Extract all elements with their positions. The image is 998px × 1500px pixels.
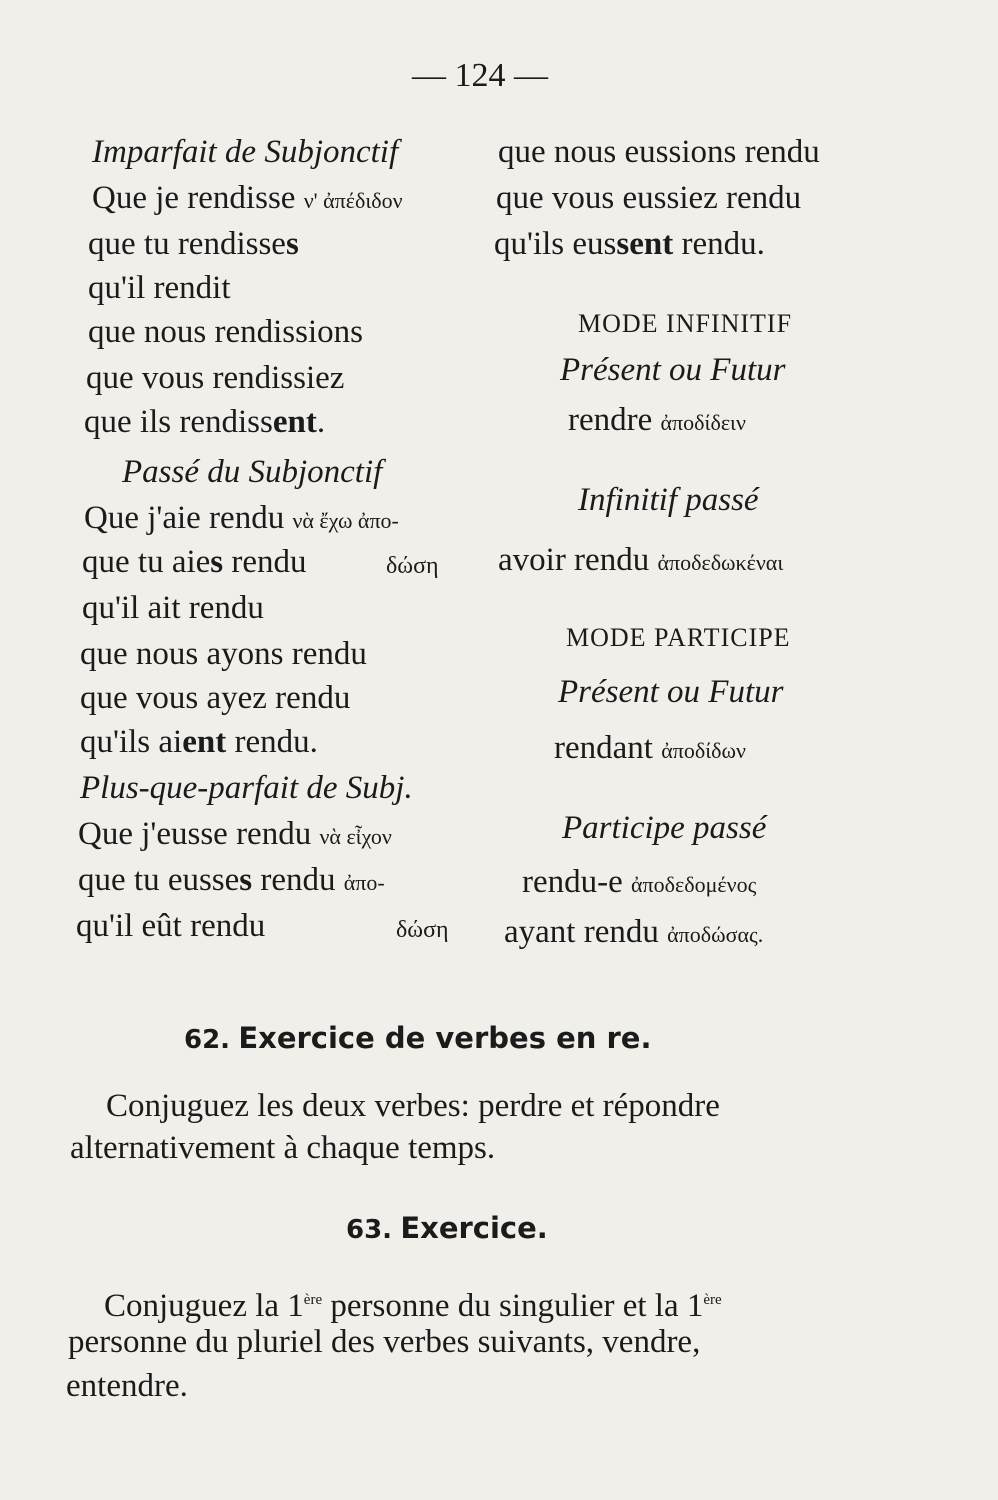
conjugation-line: que tu aies rendu xyxy=(82,544,307,580)
conjugation-line: que tu rendisses xyxy=(88,226,299,262)
present-futur-heading: Présent ou Futur xyxy=(560,352,786,388)
participe-passe-heading: Participe passé xyxy=(562,810,767,846)
conjugation-line: qu'ils eussent rendu. xyxy=(494,226,765,262)
exercise-62-text: alternativement à chaque temps. xyxy=(70,1130,496,1166)
exercise-63-heading: 63. Exercice. xyxy=(346,1211,548,1245)
conjugation-line: que nous ayons rendu xyxy=(80,636,367,672)
present-futur-heading: Présent ou Futur xyxy=(558,674,784,710)
passe-title: Passé du Subjonctif xyxy=(122,454,383,490)
conjugation-line: que vous rendissiez xyxy=(86,360,345,396)
conjugation-line: qu'il ait rendu xyxy=(82,590,264,626)
conjugation-line: que ils rendissent. xyxy=(84,404,326,440)
page-number: — 124 — xyxy=(412,57,548,94)
conjugation-line: que nous eussions rendu xyxy=(498,134,820,170)
conjugation-line: que vous eussiez rendu xyxy=(496,180,802,216)
verb-form: ayant rendu ἀποδώσας. xyxy=(504,914,764,950)
conjugation-line: Que j'aie rendu νὰ ἔχω ἀπο- xyxy=(84,500,399,536)
verb-form: rendant ἀποδίδων xyxy=(554,730,746,766)
imparfait-title: Imparfait de Subjonctif xyxy=(92,134,399,170)
conjugation-line: Que je rendisse ν' ἀπέδιδον xyxy=(92,180,403,216)
greek-word: δώση xyxy=(386,553,439,579)
verb-form: avoir rendu ἀποδεδωκέναι xyxy=(498,542,784,578)
conjugation-line: qu'ils aient rendu. xyxy=(80,724,318,760)
mode-participe-heading: MODE PARTICIPE xyxy=(566,623,791,652)
conjugation-line: que tu eusses rendu ἀπο- xyxy=(78,862,385,898)
greek-word: δώση xyxy=(396,917,449,943)
verb-form: rendu-e ἀποδεδομένος xyxy=(522,864,757,900)
exercise-63-text: entendre. xyxy=(66,1368,188,1404)
exercise-62-heading: 62. Exercice de verbes en re. xyxy=(184,1021,652,1055)
conjugation-line: qu'il eût rendu xyxy=(76,908,266,944)
verb-form: rendre ἀποδίδειν xyxy=(568,402,746,438)
conjugation-line: Que j'eusse rendu νὰ εἶχον xyxy=(78,816,392,852)
mode-infinitif-heading: MODE INFINITIF xyxy=(578,309,793,338)
infinitif-passe-heading: Infinitif passé xyxy=(578,482,759,518)
exercise-62-text: Conjuguez les deux verbes: perdre et répondre xyxy=(106,1088,720,1124)
exercise-63-text: Conjuguez la 1ère personne du singulier et la 1ère xyxy=(104,1288,722,1324)
conjugation-line: que nous rendissions xyxy=(88,314,363,350)
pqp-title: Plus-que-parfait de Subj. xyxy=(80,770,413,806)
exercise-63-text: personne du pluriel des verbes suivants, vendre, xyxy=(68,1324,701,1360)
conjugation-line: que vous ayez rendu xyxy=(80,680,351,716)
conjugation-line: qu'il rendit xyxy=(88,270,231,306)
